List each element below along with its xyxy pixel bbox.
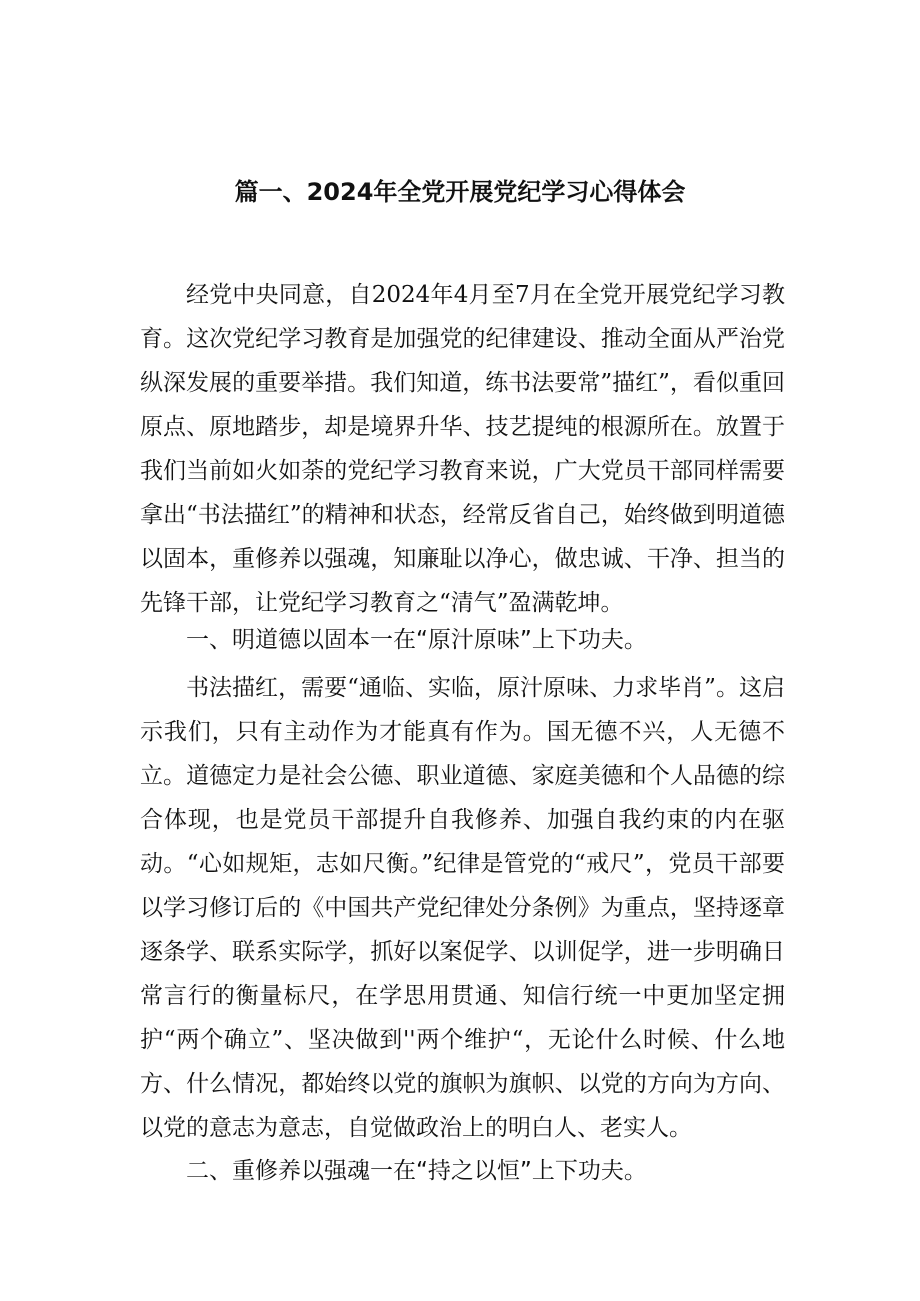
section-heading-1: 一、明道德以固本一在“原汁原味”上下功夫。 — [186, 627, 647, 653]
section-heading-2: 二、重修养以强魂一在“持之以恒”上下功夫。 — [186, 1158, 647, 1184]
paragraph-intro: 经党中央同意，自2024年4月至7月在全党开展党纪学习教育。这次党纪学习教育是加强党的纪律建设、推动全面从严治党纵深发展的重要举措。我们知道，练书法要常”描红”，看似重回原点、原地踏步，却是境界升华、技艺提纯的根源所在。放置于我们当前如火如荼的党纪学习教育来说，广大党员干部同样需要拿出“书法描红”的精神和状态，经常反省自己，始终做到明道德以固本，重修养以强魂，知廉耻以净心，做忠诚、干净、担当的先锋干部，让党纪学习教育之“清气”盈满乾坤。 — [140, 282, 785, 616]
paragraph-section-1: 书法描红，需要“通临、实临，原汁原味、力求毕肖”。这启示我们，只有主动作为才能真有作为。国无德不兴，人无德不立。道德定力是社会公德、职业道德、家庭美德和个人品德的综合体现，也是党员干部提升自我修养、加强自我约束的内在驱动。“心如规矩，志如尺衡。”纪律是管党的“戒尺”，党员干部要以学习修订后的《中国共产党纪律处分条例》为重点，坚持逐章逐条学、联系实际学，抓好以案促学、以训促学，进一步明确日常言行的衡量标尺，在学思用贯通、知信行统一中更加坚定拥护“两个确立”、坚决做到''两个维护“，无论什么时候、什么地方、什么情况，都始终以党的旗帜为旗帜、以党的方向为方向、以党的意志为意志，自觉做政治上的明白人、老实人。 — [140, 675, 785, 1141]
document-title: 篇一、2024年全党开展党纪学习心得体会 — [234, 178, 686, 206]
